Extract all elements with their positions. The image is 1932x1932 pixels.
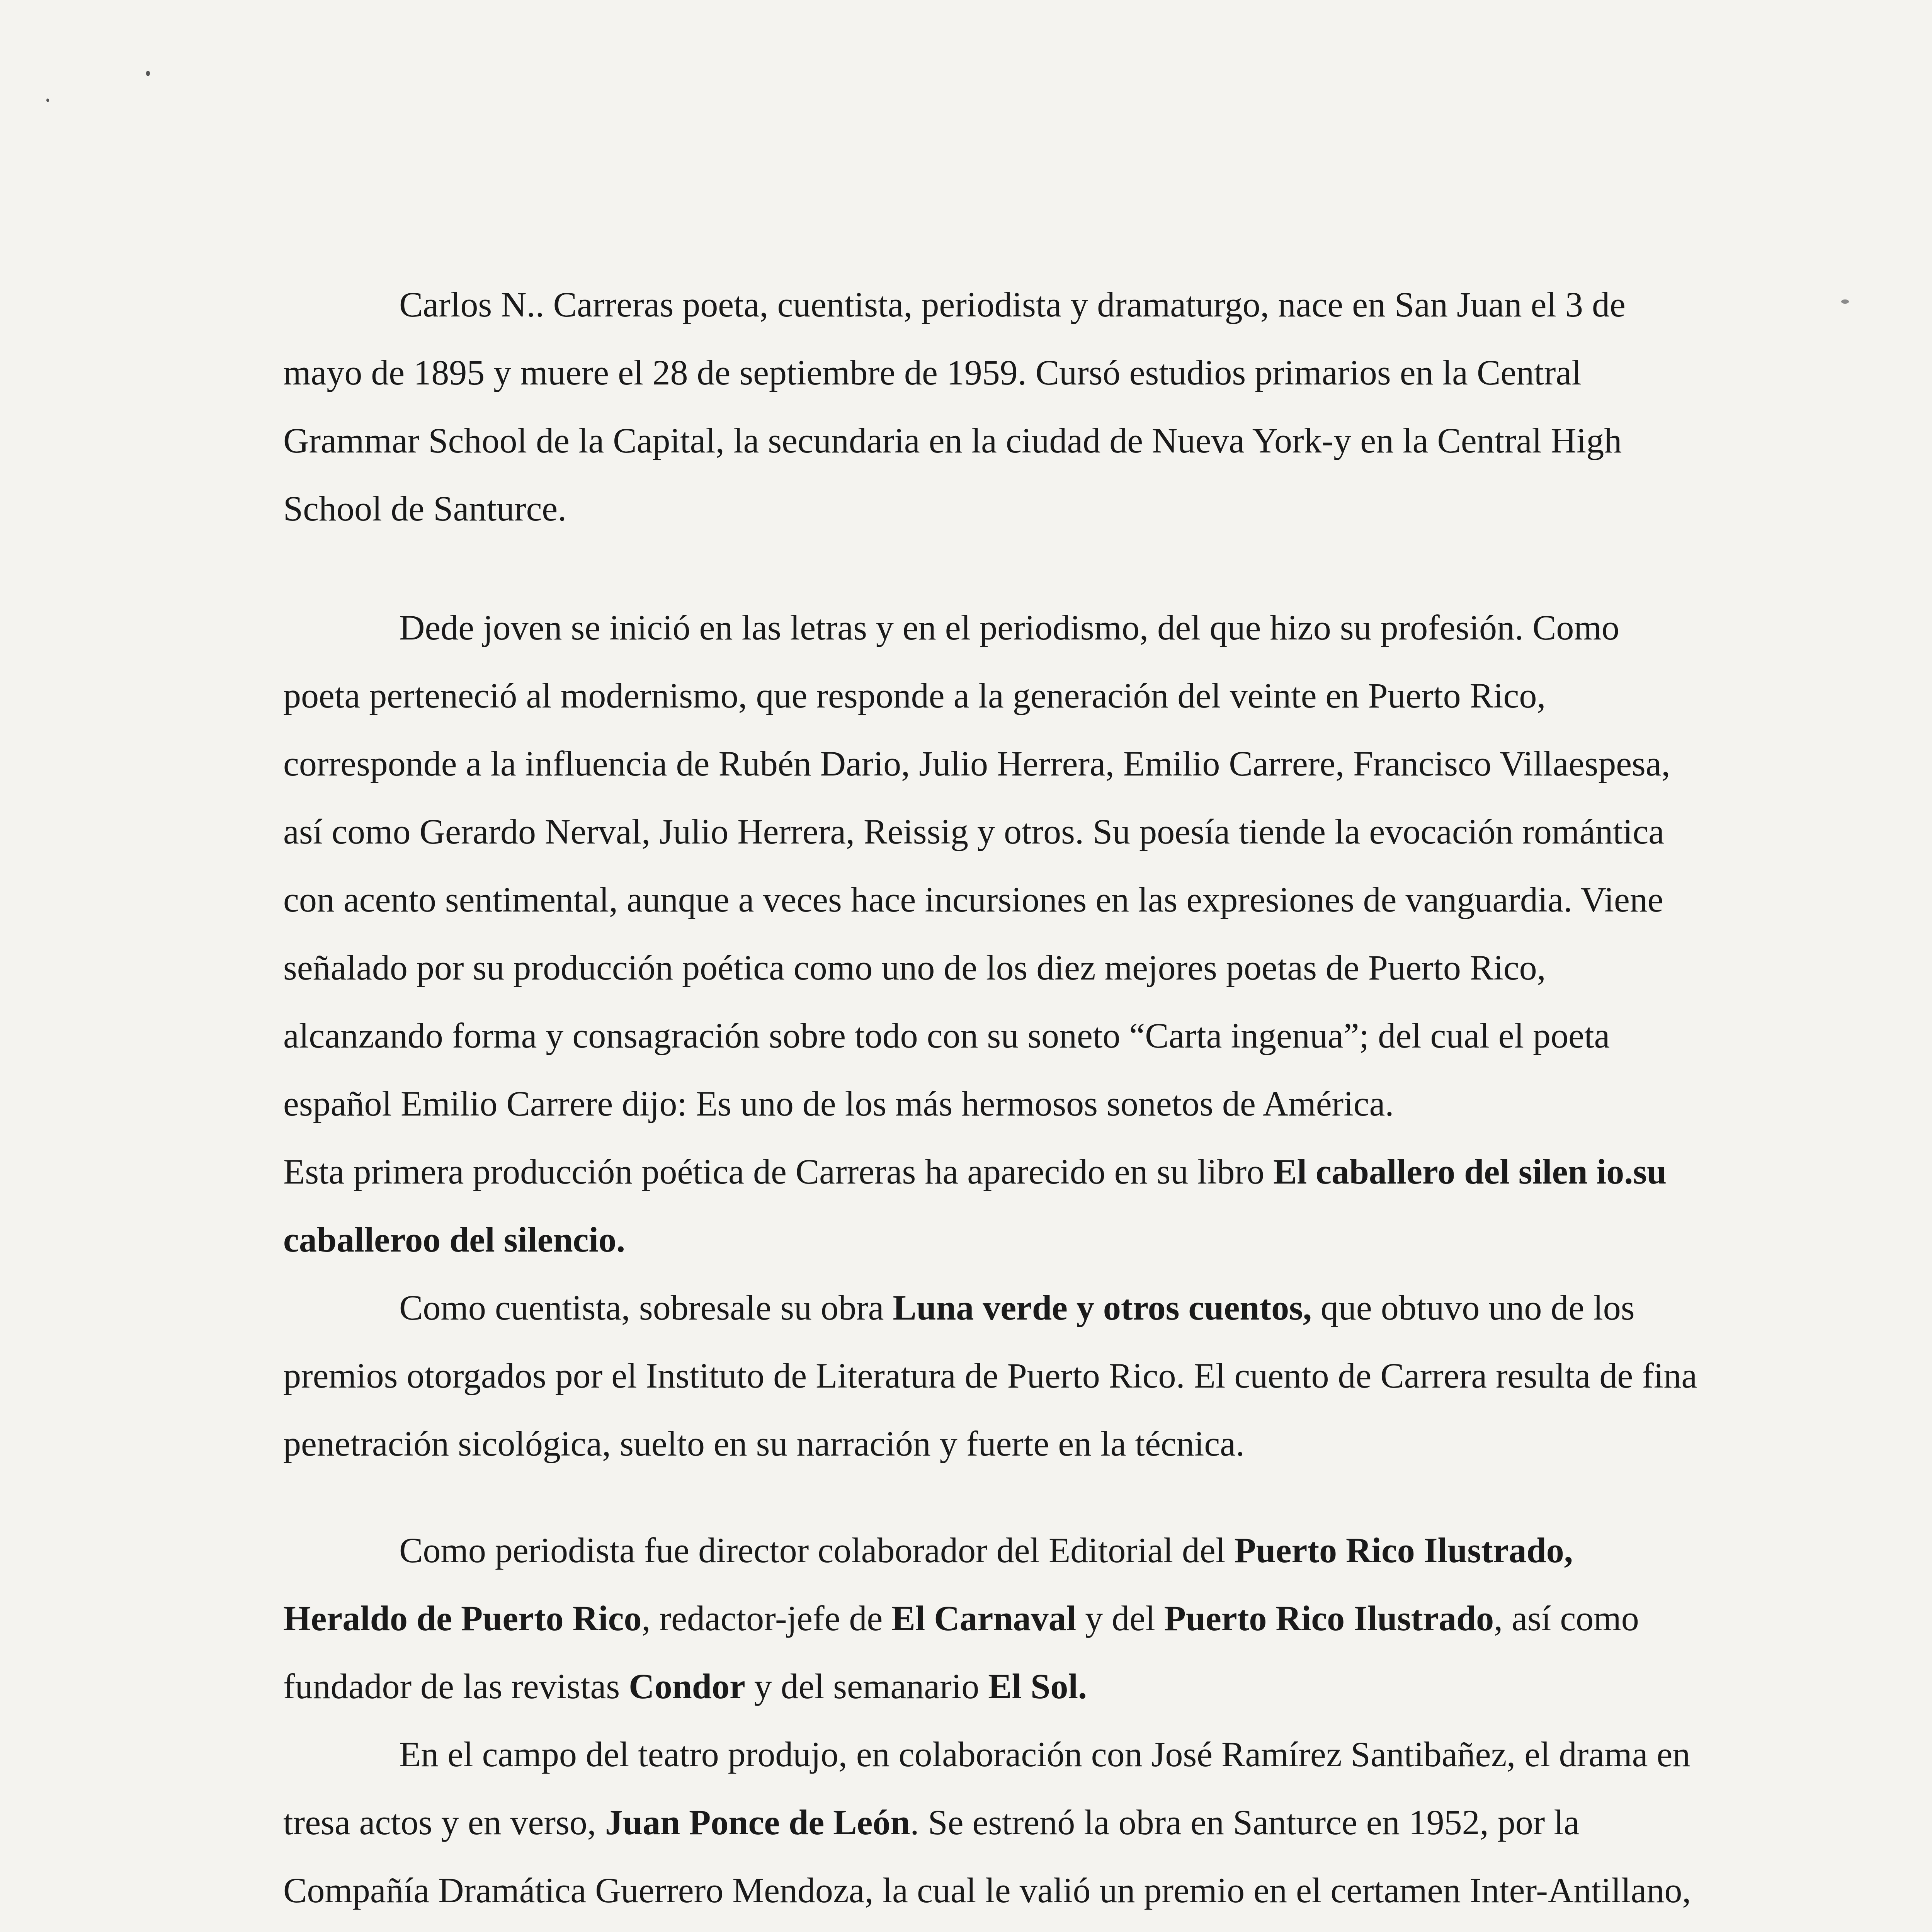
theatre-text-after: . Se estrenó la obra en Santurce en 1952, por la Compañía Dramática Guerrero Mendoza, la cual le valió un premio en el certamen Inter-Antillano, [283, 1803, 1691, 1910]
paragraph-journalism [283, 1516, 1705, 1720]
short-stories-text-before: Como cuentista, sobresale su obra [399, 1288, 893, 1327]
scan-speck [146, 71, 150, 76]
publication-puerto-rico-ilustrado-heraldo: Puerto Rico Ilustrado, Heraldo de Puerto Rico [283, 1531, 1573, 1638]
journalism-text-2: , redactor-jefe de [641, 1599, 892, 1638]
publication-el-sol: El Sol. [988, 1667, 1087, 1706]
scan-speck [1841, 299, 1849, 304]
paragraph-theatre [283, 1720, 1705, 1932]
theatre-text-before: En el campo del teatro produjo, en colaboración con José Ramírez Santibañez, el drama en tresa actos y en verso, [283, 1735, 1690, 1842]
publication-condor: Condor [629, 1667, 745, 1706]
paragraph-short-stories [283, 1274, 1705, 1478]
book-title-caballero: El caballero del silen io.su caballeroo del silencio. [283, 1152, 1667, 1259]
publication-el-carnaval: El Carnaval [891, 1599, 1077, 1638]
paragraph-poetry: Dede joven se inició en las letras y en el periodismo, del que hizo su profesión. Como poeta perteneció al modernismo, que responde a la generación del veinte en Puerto Rico, corresponde a la influencia de Rubén Dario, Julio Herrera, Emilio Carrere, Francisco Villaespesa, así como Gerardo Nerval, Julio Herrera, Reissig y otros. Su poesía tiende la evocación romántica con acento sentimental, aunque a veces hace incursiones en las expresiones de vanguardia. Viene señalado por su producción poética como uno de los diez mejores poetas de Puerto Rico, alcanzando forma y consagración sobre todo con su soneto “Carta ingenua”; del cual el poeta español Emilio Carrere dijo: Es uno de los más hermosos sonetos de América. [283, 608, 1670, 1123]
body-text [283, 270, 1705, 1932]
paragraph-biography-intro: Carlos N.. Carreras poeta, cuentista, periodista y dramaturgo, nace en San Juan el 3 de mayo de 1895 y muere el 28 de septiembre de 1959. Cursó estudios primarios en la Central Grammar School de la Capital, la secundaria en la ciudad de Nueva York-y en la Central High School de Santurce. [283, 285, 1626, 528]
journalism-text-1: Como periodista fue director colaborador del Editorial del [399, 1531, 1235, 1570]
publication-puerto-rico-ilustrado: Puerto Rico Ilustrado [1164, 1599, 1494, 1638]
book-title-luna-verde: Luna verde y otros cuentos, [893, 1288, 1312, 1327]
scan-speck [46, 99, 49, 102]
journalism-text-5: y del semanario [745, 1667, 988, 1706]
short-stories-text-after: que obtuvo uno de los premios otorgados por el Instituto de Literatura de Puerto Rico. El cuento de Carrera resulta de fina penetración sicológica, suelto en su narración y fuerte en la técnica. [283, 1288, 1697, 1463]
journalism-text-4: , así como fundador de las revistas [283, 1599, 1639, 1706]
paragraph-first-book [283, 1138, 1705, 1274]
paragraph-first-book-text: Esta primera producción poética de Carreras ha aparecido en su libro [283, 1152, 1274, 1191]
play-title-juan-ponce: Juan Ponce de León [605, 1803, 910, 1842]
journalism-text-3: y del [1076, 1599, 1164, 1638]
